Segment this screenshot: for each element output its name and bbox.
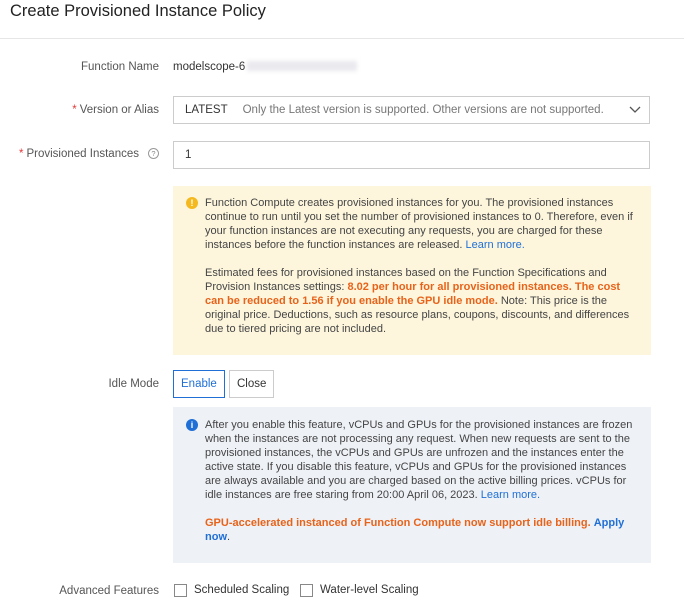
info-icon: i — [186, 419, 198, 431]
version-label — [72, 104, 159, 116]
chevron-down-icon — [629, 99, 641, 119]
gpu-note — [205, 516, 633, 544]
info-body: After you enable this feature, vCPUs and GPUs for the provisioned instances are frozen when the instances are not processing any request. When new requests are sent to the provisioned instances, the vCPUs and GPUs are unfrozen and the instances enter the active state. If you disable this feature, vCPUs and GPUs for the provisioned instances are always available and you are charged based on the active billing prices. vCPUs for idle instances are free staring from 20:00 April 06, 2023. — [205, 419, 633, 501]
apply-now-link[interactable]: Apply now — [205, 517, 625, 543]
close-button[interactable]: Close — [229, 370, 274, 398]
learn-more-link[interactable]: Learn more. — [465, 239, 525, 251]
function-name-value — [173, 61, 357, 73]
version-selected: LATEST — [185, 104, 228, 116]
required-mark: * — [72, 104, 77, 116]
fee-note: Note: This price is the original price. Deductions, such as resource plans, coupons, discounts, and differences due to tiered pricing are not included. — [205, 295, 630, 335]
gpu-note-period: . — [227, 531, 231, 543]
gpu-note-text: GPU-accelerated instanced of Function Compute now support idle billing. — [205, 517, 591, 529]
warning-text — [205, 196, 633, 252]
function-name-label: Function Name — [81, 61, 159, 73]
info-text — [205, 418, 633, 502]
water-level-scaling-checkbox[interactable] — [300, 584, 313, 597]
warning-icon: ! — [186, 197, 198, 209]
function-name-text: modelscope-6 — [173, 61, 246, 73]
version-select[interactable] — [173, 96, 650, 124]
warning-body: Function Compute creates provisioned instances for you. The provisioned instances continue to run until you set the number of provisioned instances to 0. Therefore, even if your function instances are not executing any requests, you are charged for these instances before the function instances are released. — [205, 197, 633, 251]
provisioned-instances-input[interactable]: 1 — [173, 141, 650, 169]
enable-button[interactable]: Enable — [173, 370, 225, 398]
advanced-features-label: Advanced Features — [59, 585, 159, 597]
idle-info-notice — [173, 407, 651, 563]
help-icon[interactable]: ? — [148, 148, 159, 159]
required-mark: * — [19, 148, 24, 160]
fee-prefix: Estimated fees for provisioned instances based on the Function Specifications and Provision Instances settings: — [205, 267, 607, 293]
fee-highlight: 8.02 per hour for all provisioned instances. The cost can be reduced to 1.56 if you enable the GPU idle mode. — [205, 281, 621, 307]
scheduled-scaling-checkbox[interactable] — [174, 584, 187, 597]
version-label-text: Version or Alias — [79, 104, 159, 116]
provisioned-label — [19, 148, 159, 160]
redacted-text — [247, 61, 357, 71]
water-level-scaling-label[interactable]: Water-level Scaling — [320, 584, 419, 596]
provisioned-label-text: Provisioned Instances — [26, 148, 139, 160]
warning-notice — [173, 186, 651, 355]
version-hint: Only the Latest version is supported. Other versions are not supported. — [242, 104, 604, 116]
learn-more-link[interactable]: Learn more. — [480, 489, 541, 501]
idle-mode-label: Idle Mode — [108, 378, 159, 390]
fee-text — [205, 266, 633, 336]
scheduled-scaling-label[interactable]: Scheduled Scaling — [194, 584, 290, 596]
dialog-title: Create Provisioned Instance Policy — [10, 2, 266, 20]
title-divider — [0, 38, 684, 39]
